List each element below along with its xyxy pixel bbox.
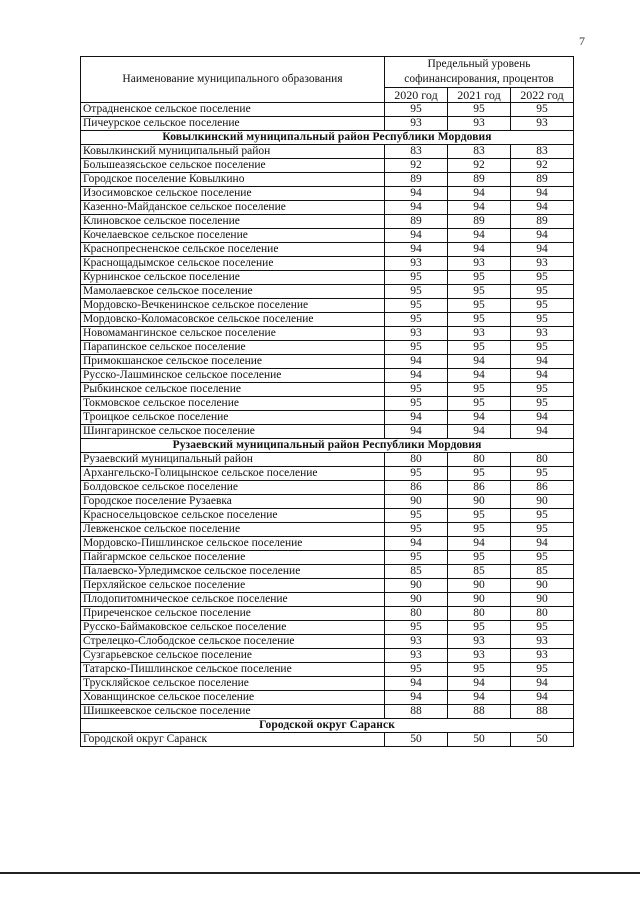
value-2021: 90 [448,495,511,509]
table-row [81,607,574,621]
value-2020: 88 [385,705,448,719]
value-2020: 89 [385,173,448,187]
table-row [81,159,574,173]
table-row [81,481,574,495]
value-2021: 93 [448,635,511,649]
value-2022: 94 [511,677,574,691]
header-year-2020: 2020 год [385,88,448,103]
value-2021: 89 [448,173,511,187]
section-header-row [81,439,574,453]
value-2022: 90 [511,593,574,607]
table-row [81,201,574,215]
municipality-name: Мамолаевское сельское поселение [81,285,385,299]
value-2020: 94 [385,425,448,439]
table-row [81,341,574,355]
table-row [81,313,574,327]
municipality-name: Плодопитомническое сельское поселение [81,593,385,607]
value-2022: 95 [511,621,574,635]
value-2022: 94 [511,243,574,257]
value-2022: 50 [511,733,574,747]
section-title: Рузаевский муниципальный район Республики Мордовия [81,439,574,453]
table-row [81,145,574,159]
table-row [81,733,574,747]
value-2021: 86 [448,481,511,495]
table-row [81,677,574,691]
value-2021: 50 [448,733,511,747]
municipality-name: Перхляйское сельское поселение [81,579,385,593]
value-2022: 89 [511,173,574,187]
section-header-row [81,719,574,733]
table-row [81,327,574,341]
municipality-name: Левженское сельское поселение [81,523,385,537]
municipality-name: Изосимовское сельское поселение [81,187,385,201]
municipality-name: Хованщинское сельское поселение [81,691,385,705]
value-2022: 94 [511,537,574,551]
value-2020: 93 [385,117,448,131]
table-row [81,663,574,677]
value-2021: 90 [448,593,511,607]
value-2021: 95 [448,313,511,327]
value-2022: 95 [511,523,574,537]
value-2022: 94 [511,187,574,201]
table-row [81,187,574,201]
table-row [81,355,574,369]
municipality-name: Новомамангинское сельское поселение [81,327,385,341]
value-2020: 94 [385,369,448,383]
municipality-name: Красносельцовское сельское поселение [81,509,385,523]
value-2022: 89 [511,215,574,229]
value-2020: 94 [385,411,448,425]
value-2020: 94 [385,355,448,369]
value-2022: 80 [511,607,574,621]
municipality-name: Шингаринское сельское поселение [81,425,385,439]
value-2020: 90 [385,495,448,509]
value-2022: 95 [511,663,574,677]
header-name-column: Наименование муниципального образования [81,57,385,103]
value-2020: 94 [385,187,448,201]
value-2020: 95 [385,467,448,481]
table-row [81,621,574,635]
value-2020: 94 [385,677,448,691]
municipality-name: Троицкое сельское поселение [81,411,385,425]
value-2022: 95 [511,299,574,313]
municipality-name: Пайгармское сельское поселение [81,551,385,565]
value-2021: 90 [448,579,511,593]
value-2020: 95 [385,383,448,397]
value-2021: 95 [448,271,511,285]
value-2020: 80 [385,453,448,467]
municipality-name: Русско-Лашминское сельское поселение [81,369,385,383]
header-level-column: Предельный уровень софинансирования, процентов [385,57,574,88]
value-2022: 85 [511,565,574,579]
table-body [81,103,574,747]
municipality-name: Курнинское сельское поселение [81,271,385,285]
value-2021: 94 [448,229,511,243]
table-row [81,453,574,467]
value-2021: 95 [448,523,511,537]
value-2022: 83 [511,145,574,159]
value-2022: 94 [511,411,574,425]
table-row [81,411,574,425]
municipality-name: Городское поселение Ковылкино [81,173,385,187]
value-2022: 95 [511,103,574,117]
value-2021: 94 [448,201,511,215]
table-row [81,705,574,719]
value-2022: 93 [511,327,574,341]
value-2021: 83 [448,145,511,159]
municipality-name: Приреченское сельское поселение [81,607,385,621]
table-row [81,369,574,383]
value-2021: 95 [448,397,511,411]
table-row [81,467,574,481]
value-2020: 85 [385,565,448,579]
value-2021: 94 [448,243,511,257]
header-year-2021: 2021 год [448,88,511,103]
table-row [81,117,574,131]
table-row [81,383,574,397]
municipality-name: Татарско-Пишлинское сельское поселение [81,663,385,677]
value-2020: 93 [385,257,448,271]
value-2021: 95 [448,103,511,117]
value-2020: 95 [385,523,448,537]
value-2020: 94 [385,201,448,215]
value-2022: 93 [511,257,574,271]
value-2020: 83 [385,145,448,159]
value-2021: 95 [448,663,511,677]
table-row [81,271,574,285]
value-2021: 95 [448,383,511,397]
value-2022: 94 [511,229,574,243]
value-2020: 93 [385,635,448,649]
table-row [81,243,574,257]
value-2022: 93 [511,117,574,131]
value-2020: 86 [385,481,448,495]
value-2022: 95 [511,397,574,411]
municipality-name: Болдовское сельское поселение [81,481,385,495]
table-row [81,299,574,313]
municipality-name: Русско-Баймаковское сельское поселение [81,621,385,635]
value-2022: 95 [511,467,574,481]
municipality-name: Токмовское сельское поселение [81,397,385,411]
value-2020: 94 [385,229,448,243]
value-2022: 80 [511,453,574,467]
value-2020: 93 [385,649,448,663]
value-2020: 95 [385,621,448,635]
municipality-name: Краснопресненское сельское поселение [81,243,385,257]
table-row [81,635,574,649]
municipality-name: Трускляйское сельское поселение [81,677,385,691]
value-2021: 94 [448,369,511,383]
municipality-name: Мордовско-Пишлинское сельское поселение [81,537,385,551]
value-2020: 94 [385,691,448,705]
municipality-name: Сузгарьевское сельское поселение [81,649,385,663]
page-number: 7 [579,34,585,48]
value-2020: 95 [385,551,448,565]
table-row [81,397,574,411]
value-2021: 94 [448,425,511,439]
value-2021: 95 [448,467,511,481]
value-2021: 93 [448,117,511,131]
value-2021: 95 [448,299,511,313]
value-2022: 90 [511,495,574,509]
value-2020: 92 [385,159,448,173]
value-2021: 95 [448,621,511,635]
value-2021: 80 [448,607,511,621]
value-2020: 93 [385,327,448,341]
value-2021: 95 [448,551,511,565]
value-2021: 95 [448,285,511,299]
value-2021: 94 [448,355,511,369]
value-2020: 90 [385,593,448,607]
section-header-row [81,131,574,145]
value-2021: 93 [448,327,511,341]
table-row [81,691,574,705]
municipality-name: Палаевско-Урледимское сельское поселение [81,565,385,579]
value-2022: 95 [511,285,574,299]
table-row [81,103,574,117]
table-row [81,537,574,551]
municipality-name: Городское поселение Рузаевка [81,495,385,509]
value-2020: 95 [385,103,448,117]
table-row [81,229,574,243]
municipality-name: Городской округ Саранск [81,733,385,747]
municipality-name: Рыбкинское сельское поселение [81,383,385,397]
value-2021: 94 [448,537,511,551]
value-2022: 94 [511,355,574,369]
value-2021: 80 [448,453,511,467]
table-row [81,425,574,439]
value-2021: 85 [448,565,511,579]
table-row [81,495,574,509]
value-2022: 90 [511,579,574,593]
municipality-name: Шишкеевское сельское поселение [81,705,385,719]
municipality-name: Мордовско-Вечкенинское сельское поселение [81,299,385,313]
value-2020: 90 [385,579,448,593]
value-2021: 93 [448,257,511,271]
value-2022: 95 [511,383,574,397]
table-row [81,285,574,299]
cofinancing-table [80,56,574,747]
value-2020: 95 [385,341,448,355]
value-2022: 93 [511,635,574,649]
municipality-name: Архангельско-Голицынское сельское поселение [81,467,385,481]
value-2021: 95 [448,509,511,523]
table-row [81,551,574,565]
value-2022: 95 [511,271,574,285]
value-2020: 95 [385,663,448,677]
value-2020: 89 [385,215,448,229]
municipality-name: Клиновское сельское поселение [81,215,385,229]
table-row [81,579,574,593]
table-row [81,523,574,537]
value-2022: 95 [511,341,574,355]
value-2020: 95 [385,271,448,285]
value-2022: 94 [511,425,574,439]
municipality-name: Примокшанское сельское поселение [81,355,385,369]
municipality-name: Кочелаевское сельское поселение [81,229,385,243]
value-2021: 94 [448,691,511,705]
value-2021: 95 [448,341,511,355]
table-row [81,565,574,579]
value-2022: 95 [511,551,574,565]
header-year-2022: 2022 год [511,88,574,103]
value-2021: 89 [448,215,511,229]
value-2022: 86 [511,481,574,495]
value-2022: 92 [511,159,574,173]
municipality-name: Краснощадымское сельское поселение [81,257,385,271]
value-2020: 95 [385,509,448,523]
value-2021: 88 [448,705,511,719]
table-header [81,57,574,103]
value-2021: 94 [448,411,511,425]
value-2020: 95 [385,299,448,313]
section-title: Городской округ Саранск [81,719,574,733]
value-2022: 93 [511,649,574,663]
value-2022: 95 [511,313,574,327]
municipality-name: Ковылкинский муниципальный район [81,145,385,159]
municipality-name: Стрелецко-Слободское сельское поселение [81,635,385,649]
value-2021: 92 [448,159,511,173]
value-2020: 94 [385,243,448,257]
value-2020: 94 [385,537,448,551]
value-2020: 95 [385,313,448,327]
value-2022: 88 [511,705,574,719]
value-2021: 94 [448,677,511,691]
table-row [81,649,574,663]
municipality-name: Пичеурское сельское поселение [81,117,385,131]
table-row [81,509,574,523]
table-row [81,593,574,607]
value-2022: 94 [511,369,574,383]
municipality-name: Рузаевский муниципальный район [81,453,385,467]
table-row [81,215,574,229]
municipality-name: Большеазясьское сельское поселение [81,159,385,173]
value-2022: 94 [511,691,574,705]
value-2022: 94 [511,201,574,215]
value-2020: 95 [385,285,448,299]
municipality-name: Отрадненское сельское поселение [81,103,385,117]
value-2021: 93 [448,649,511,663]
municipality-name: Мордовско-Коломасовское сельское поселение [81,313,385,327]
section-title: Ковылкинский муниципальный район Республики Мордовия [81,131,574,145]
table-row [81,173,574,187]
value-2021: 94 [448,187,511,201]
scan-bottom-edge [0,872,640,874]
value-2020: 80 [385,607,448,621]
municipality-name: Парапинское сельское поселение [81,341,385,355]
value-2020: 50 [385,733,448,747]
table-row [81,257,574,271]
municipality-name: Казенно-Майданское сельское поселение [81,201,385,215]
value-2022: 95 [511,509,574,523]
value-2020: 95 [385,397,448,411]
